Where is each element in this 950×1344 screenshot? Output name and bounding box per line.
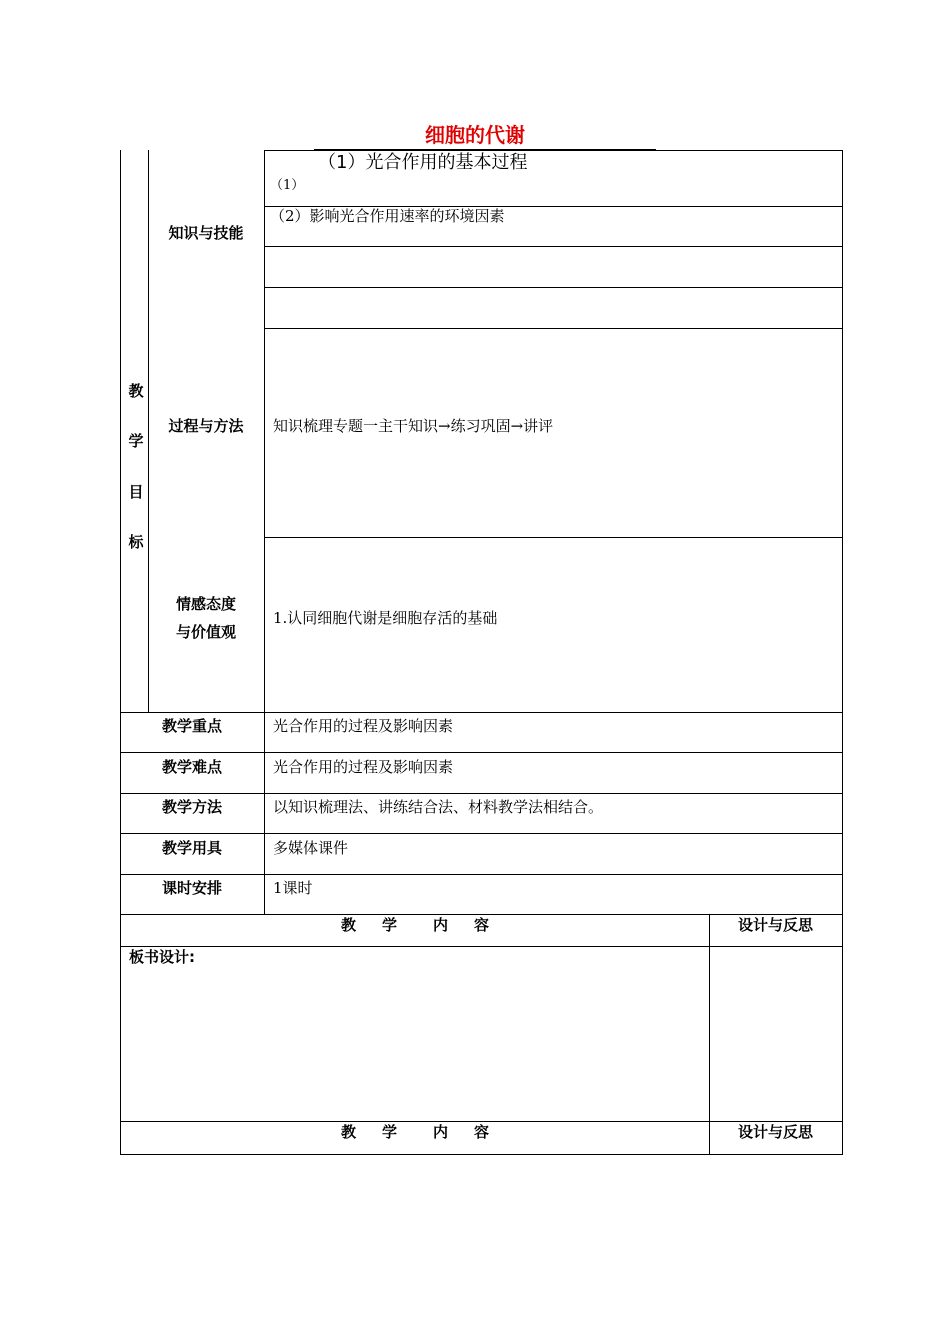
row-label: 教学重点: [161, 717, 222, 735]
table-border: [120, 712, 843, 713]
knowledge-item2: （2）影响光合作用速率的环境因素: [270, 207, 505, 225]
process-label: 过程与方法: [168, 417, 244, 435]
knowledge-item1-heading: （1）光合作用的基本过程: [318, 152, 528, 173]
table-border: [120, 150, 121, 1154]
row-label: 课时安排: [161, 879, 222, 897]
emotion-content: 1.认同细胞代谢是细胞存活的基础: [273, 609, 498, 627]
table-border: [120, 874, 843, 875]
emotion-label-line2: 与价值观: [175, 623, 236, 641]
knowledge-label: 知识与技能: [168, 224, 244, 242]
board-design-label: 板书设计:: [129, 948, 195, 966]
table-border: [120, 752, 843, 753]
table-border: [120, 946, 843, 947]
table-border: [120, 793, 843, 794]
table-border: [264, 537, 843, 538]
table-border: [264, 150, 265, 914]
row-value: 光合作用的过程及影响因素: [273, 758, 454, 776]
process-content: 知识梳理专题一主干知识→练习巩固→讲评: [273, 417, 554, 435]
row-label: 教学用具: [161, 839, 222, 857]
table-border: [264, 328, 843, 329]
emotion-label-line1: 情感态度: [175, 595, 236, 613]
document-title: 细胞的代谢: [425, 123, 525, 147]
reflection-label: 设计与反思: [737, 916, 813, 934]
table-border: [120, 1154, 843, 1155]
row-label: 教学难点: [161, 758, 222, 776]
reflection-label: 设计与反思: [737, 1123, 813, 1141]
table-border: [709, 914, 710, 1154]
table-border: [264, 287, 843, 288]
row-value: 以知识梳理法、讲练结合法、材料教学法相结合。: [273, 798, 604, 816]
row-value: 多媒体课件: [273, 839, 349, 857]
row-value: 1课时: [273, 879, 313, 897]
table-border: [264, 150, 843, 151]
table-border: [120, 833, 843, 834]
table-border: [842, 150, 843, 1154]
table-border: [264, 246, 843, 247]
row-label: 教学方法: [161, 798, 222, 816]
row-value: 光合作用的过程及影响因素: [273, 717, 454, 735]
knowledge-item1-sub: （1）: [270, 178, 305, 193]
